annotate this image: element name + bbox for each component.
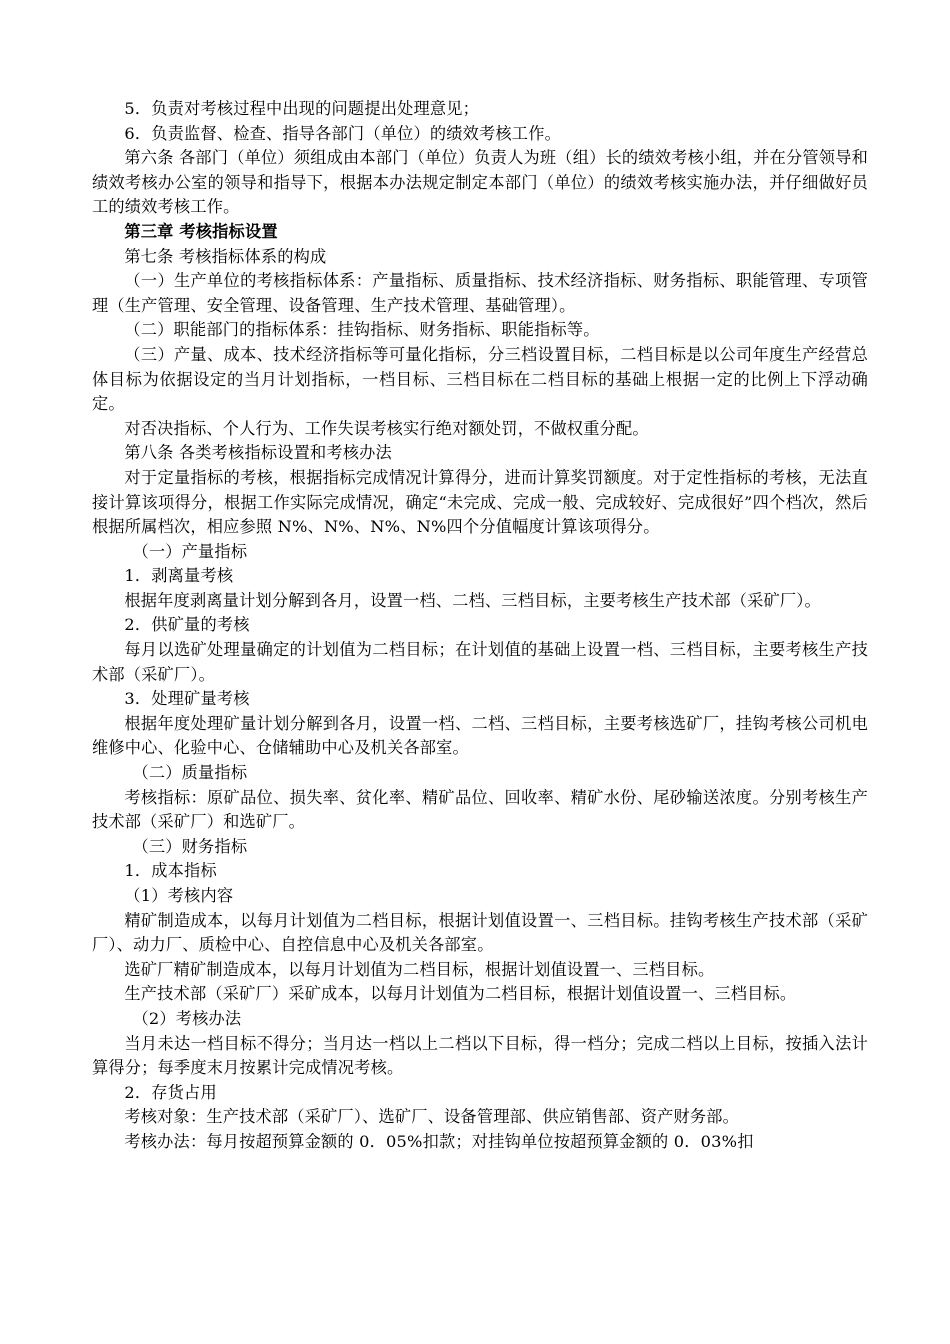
paragraph: 考核办法：每月按超预算金额的 0．05%扣款；对挂钩单位按超预算金额的 0．03%扣 (124, 1131, 754, 1151)
section-heading: （三）财务指标 (132, 836, 248, 856)
paragraph: 根据年度处理矿量计划分解到各月，设置一档、二档、三档目标，主要考核选矿厂，挂钩考核公司机电维修中心、化验中心、仓储辅助中心及机关各部室。 (92, 713, 868, 758)
paragraph: （三）产量、成本、技术经济指标等可量化指标，分三档设置目标，二档目标是以公司年度生产经营总体目标为依据设定的当月计划指标，一档目标、三档目标在二档目标的基础上根据一定的比例上下浮动确定。 (92, 344, 868, 414)
paragraph: 第六条 各部门（单位）须组成由本部门（单位）负责人为班（组）长的绩效考核小组，并在分管领导和绩效考核办公室的领导和指导下，根据本办法规定制定本部门（单位）的绩效考核实施办法，并仔细做好员工的绩效考核工作。 (92, 148, 868, 217)
paragraph: 当月未达一档目标不得分；当月达一档以上二档以下目标，得一档分；完成二档以上目标，按插入法计算得分；每季度末月按累计完成情况考核。 (92, 1033, 868, 1078)
paragraph: 生产技术部（采矿厂）采矿成本，以每月计划值为二档目标，根据计划值设置一、三档目标。 (124, 984, 797, 1004)
article-heading: 第八条 各类考核指标设置和考核办法 (124, 443, 392, 463)
item-heading: 3．处理矿量考核 (124, 689, 250, 709)
item-heading: 1．成本指标 (124, 861, 217, 881)
paragraph: 6．负责监督、检查、指导各部门（单位）的绩效考核工作。 (124, 123, 561, 143)
item-heading: 2．供矿量的考核 (124, 615, 250, 635)
paragraph: 5．负责对考核过程中出现的问题提出处理意见； (124, 99, 480, 118)
item-heading: 2．存货占用 (124, 1082, 217, 1102)
chapter-heading: 第三章 考核指标设置 (124, 221, 278, 241)
paragraph: （一）生产单位的考核指标体系：产量指标、质量指标、技术经济指标、财务指标、职能管理、专项管理（生产管理、安全管理、设备管理、生产技术管理、基础管理）。 (92, 271, 868, 315)
item-heading: 1．剥离量考核 (124, 566, 234, 586)
section-heading: （二）质量指标 (132, 763, 248, 783)
paragraph: 选矿厂精矿制造成本，以每月计划值为二档目标，根据计划值设置一、三档目标。 (124, 959, 715, 979)
paragraph: （二）职能部门的指标体系：挂钩指标、财务指标、职能指标等。 (124, 320, 600, 340)
paragraph: 每月以选矿处理量确定的计划值为二档目标；在计划值的基础上设置一档、三档目标，主要考核生产技术部（采矿厂）。 (92, 640, 868, 684)
section-heading: （一）产量指标 (132, 541, 248, 561)
sub-item-heading: （2）考核办法 (132, 1008, 242, 1028)
article-heading: 第七条 考核指标体系的构成 (124, 246, 327, 266)
paragraph: 精矿制造成本，以每月计划值为二档目标，根据计划值设置一、三档目标。挂钩考核生产技术部（采矿厂）、动力厂、质检中心、自控信息中心及机关各部室。 (92, 910, 868, 955)
paragraph: 根据年度剥离量计划分解到各月，设置一档、二档、三档目标，主要考核生产技术部（采矿厂）。 (124, 590, 821, 610)
sub-item-heading: （1）考核内容 (124, 886, 234, 905)
paragraph: 对否决指标、个人行为、工作失误考核实行绝对额处罚，不做权重分配。 (124, 418, 649, 438)
paragraph: 对于定量指标的考核，根据指标完成情况计算得分，进而计算奖罚额度。对于定性指标的考核，无法直接计算该项得分，根据工作实际完成情况，确定“未完成、完成一般、完成较好、完成很好”四个档次，然后根据所属档次，相应参照 N%、N%、N%、N%四个分值幅度计算该项得分。 (92, 467, 868, 537)
paragraph: 考核对象：生产技术部（采矿厂）、选矿厂、设备管理部、供应销售部、资产财务部。 (124, 1107, 740, 1127)
paragraph: 考核指标：原矿品位、损失率、贫化率、精矿品位、回收率、精矿水份、尾砂输送浓度。分别考核生产技术部（采矿厂）和选矿厂。 (92, 787, 868, 832)
